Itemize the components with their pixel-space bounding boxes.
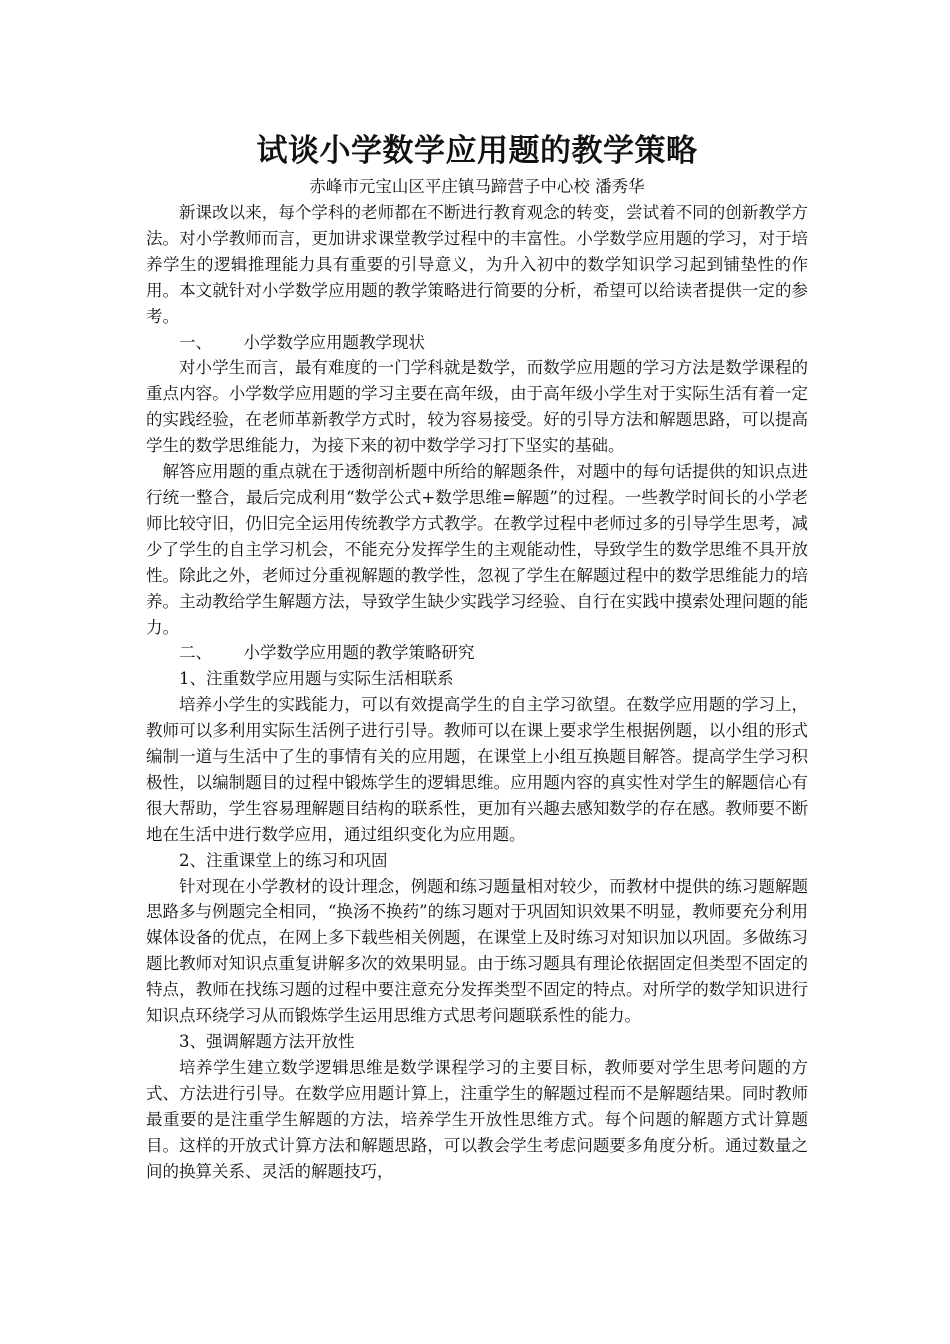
section-2-heading: 二、 小学数学应用题的教学策略研究 xyxy=(179,643,475,663)
document-title: 试谈小学数学应用题的教学策略 xyxy=(256,133,698,169)
subsection-1-heading: 1、注重数学应用题与实际生活相联系 xyxy=(179,669,454,689)
subsection-3-heading: 3、强调解题方法开放性 xyxy=(179,1032,355,1051)
subsection-2-heading: 2、注重课堂上的练习和巩固 xyxy=(179,850,388,870)
section-1-paragraph-2: 解答应用题的重点就在于透彻剖析题中所给的解题条件，对题中的每句话提供的知识点进行统一整合，最后完成利用“数学公式+数学思维=解题”的过程。一些教学时间长的小学老师比较守旧，仍旧完全运用传统教学方式教学。在教学过程中老师过多的引导学生思考，减少了学生的自主学习机会，不能充分发挥学生的主观能动性，导致学生的数学思维不具开放性。除此之外，老师过分重视解题的教学性，忽视了学生在解题过程中的数学思维能力的培养。主动教给学生解题方法，导致学生缺少实践学习经验、自行在实践中摸索处理问题的能力。 xyxy=(146,462,808,637)
subsection-3-paragraph: 培养学生建立数学逻辑思维是数学课程学习的主要目标，教师要对学生思考问题的方式、方法进行引导。在数学应用题计算上，注重学生的解题过程而不是解题结果。同时教师最重要的是注重学生解题的方法，培养学生开放性思维方式。每个问题的解题方式计算题目。这样的开放式计算方法和解题思路，可以教会学生考虑问题要多角度分析。通过数量之间的换算关系、灵活的解题技巧， xyxy=(146,1057,808,1181)
subsection-2-paragraph: 针对现在小学教材的设计理念，例题和练习题量相对较少，而教材中提供的练习题解题思路多与例题完全相同，“换汤不换药”的练习题对于巩固知识效果不明显，教师要充分利用媒体设备的优点，在网上多下载些相关例题，在课堂上及时练习对知识加以巩固。多做练习题比教师对知识点重复讲解多次的效果明显。由于练习题具有理论依据固定但类型不固定的特点，教师在找练习题的过程中要注意充分发挥类型不固定的特点。对所学的数学知识进行知识点环绕学习从而锻炼学生运用思维方式思考问题联系性的能力。 xyxy=(146,876,808,1026)
subsection-1-paragraph: 培养小学生的实践能力，可以有效提高学生的自主学习欲望。在数学应用题的学习上，教师可以多利用实际生活例子进行引导。教师可以在课上要求学生根据例题，以小组的形式编制一道与生活中了生的事情有关的应用题，在课堂上小组互换题目解答。提高学生学习积极性，以编制题目的过程中锻炼学生的逻辑思维。应用题内容的真实性对学生的解题信心有很大帮助，学生容易理解题目结构的联系性，更加有兴趣去感知数学的存在感。教师要不断地在生活中进行数学应用，通过组织变化为应用题。 xyxy=(146,695,808,844)
section-1-heading: 一、 小学数学应用题教学现状 xyxy=(179,332,425,352)
section-1-paragraph-1: 对小学生而言，最有难度的一门学科就是数学，而数学应用题的学习方法是数学课程的重点内容。小学数学应用题的学习主要在高年级，由于高年级小学生对于实际生活有着一定的实践经验，在老师革新教学方式时，较为容易接受。好的引导方法和解题思路，可以提高学生的数学思维能力，为接下来的初中数学学习打下坚实的基础。 xyxy=(146,358,808,456)
author-line: 赤峰市元宝山区平庄镇马蹄营子中心校 潘秀华 xyxy=(309,177,645,196)
intro-paragraph: 新课改以来，每个学科的老师都在不断进行教育观念的转变，尝试着不同的创新教学方法。对小学教师而言，更加讲求课堂教学过程中的丰富性。小学数学应用题的学习，对于培养学生的逻辑推理能力具有重要的引导意义，为升入初中的数学知识学习起到铺垫性的作用。本文就针对小学数学应用题的教学策略进行简要的分析，希望可以给读者提供一定的参考。 xyxy=(146,203,808,326)
document-page xyxy=(146,128,808,1184)
